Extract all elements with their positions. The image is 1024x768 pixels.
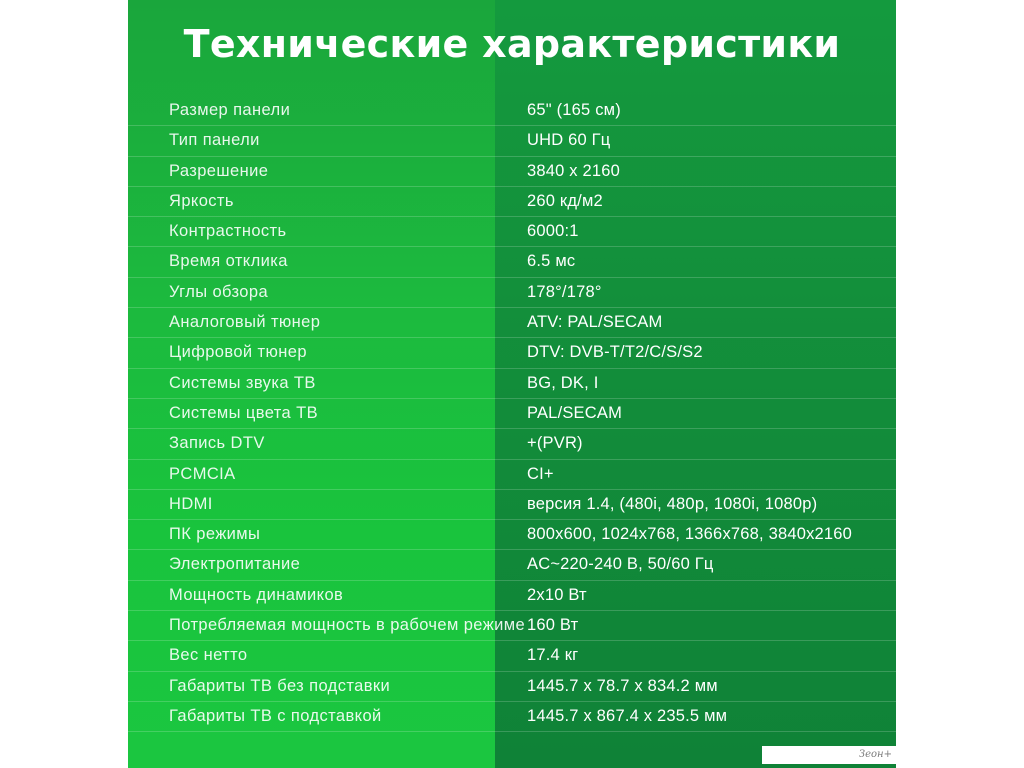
spec-row-net-weight xyxy=(128,641,896,671)
spec-value: 17.4 кг xyxy=(527,646,579,665)
spec-value: ATV: PAL/SECAM xyxy=(527,313,663,332)
spec-value: 260 кд/м2 xyxy=(527,191,603,210)
spec-row-sound-systems xyxy=(128,369,896,399)
spec-label: Время отклика xyxy=(169,252,288,271)
spec-label: Вес нетто xyxy=(169,646,248,665)
spec-row-dtv-recording xyxy=(128,429,896,459)
page-title: Технические характеристики xyxy=(183,22,841,66)
spec-label: Габариты ТВ с подставкой xyxy=(169,706,382,725)
spec-value: BG, DK, I xyxy=(527,373,599,392)
spec-label: Мощность динамиков xyxy=(169,585,344,604)
spec-label: ПК режимы xyxy=(169,525,261,544)
spec-value: версия 1.4, (480i, 480p, 1080i, 1080p) xyxy=(527,494,818,513)
spec-row-hdmi xyxy=(128,490,896,520)
spec-value: 800x600, 1024x768, 1366x768, 3840x2160 xyxy=(527,525,853,544)
spec-row-power-supply xyxy=(128,550,896,580)
spec-label: Разрешение xyxy=(169,161,269,180)
spec-value: UHD 60 Гц xyxy=(527,131,611,150)
spec-label: Размер панели xyxy=(169,101,291,119)
spec-label: Тип панели xyxy=(169,131,260,150)
spec-value: 2x10 Вт xyxy=(527,585,587,604)
spec-value: 160 Вт xyxy=(527,616,579,635)
spec-table xyxy=(128,96,896,732)
spec-row-dimensions-without-stand xyxy=(128,672,896,702)
spec-value: 178°/178° xyxy=(527,282,602,301)
spec-value: AC~220-240 В, 50/60 Гц xyxy=(527,555,714,574)
spec-label: Аналоговый тюнер xyxy=(169,313,321,332)
spec-label: Яркость xyxy=(169,191,234,210)
spec-label: HDMI xyxy=(169,494,213,513)
spec-row-panel-size xyxy=(128,96,896,126)
spec-value: CI+ xyxy=(527,464,554,483)
spec-row-brightness xyxy=(128,187,896,217)
spec-card xyxy=(128,0,896,768)
spec-label: PCMCIA xyxy=(169,464,236,483)
spec-row-pcmcia xyxy=(128,460,896,490)
spec-label: Габариты ТВ без подставки xyxy=(169,676,391,695)
spec-label: Углы обзора xyxy=(169,282,269,301)
spec-row-dimensions-with-stand xyxy=(128,702,896,732)
spec-row-speaker-power xyxy=(128,581,896,611)
spec-row-pc-modes xyxy=(128,520,896,550)
spec-value: 65" (165 см) xyxy=(527,101,621,119)
watermark-logo: Зеон+ xyxy=(762,746,896,764)
spec-row-digital-tuner xyxy=(128,338,896,368)
spec-value: 1445.7 x 867.4 x 235.5 мм xyxy=(527,706,728,725)
spec-row-resolution xyxy=(128,157,896,187)
spec-value: 1445.7 x 78.7 x 834.2 мм xyxy=(527,676,718,695)
spec-row-contrast xyxy=(128,217,896,247)
spec-label: Контрастность xyxy=(169,222,287,241)
spec-row-power-consumption xyxy=(128,611,896,641)
spec-value: PAL/SECAM xyxy=(527,403,623,422)
spec-row-response-time xyxy=(128,247,896,277)
spec-label: Системы звука ТВ xyxy=(169,373,316,392)
spec-label: Системы цвета ТВ xyxy=(169,403,318,422)
spec-row-panel-type xyxy=(128,126,896,156)
spec-label: Потребляемая мощность в рабочем режиме xyxy=(169,616,526,635)
spec-label: Цифровой тюнер xyxy=(169,343,307,362)
spec-row-analog-tuner xyxy=(128,308,896,338)
spec-row-color-systems xyxy=(128,399,896,429)
spec-row-viewing-angles xyxy=(128,278,896,308)
spec-label: Электропитание xyxy=(169,555,301,574)
spec-value: +(PVR) xyxy=(527,434,583,453)
spec-value: DTV: DVB-T/T2/C/S/S2 xyxy=(527,343,703,362)
spec-value: 6.5 мс xyxy=(527,252,576,271)
spec-value: 6000:1 xyxy=(527,222,579,241)
spec-value: 3840 x 2160 xyxy=(527,161,621,180)
spec-label: Запись DTV xyxy=(169,434,265,453)
